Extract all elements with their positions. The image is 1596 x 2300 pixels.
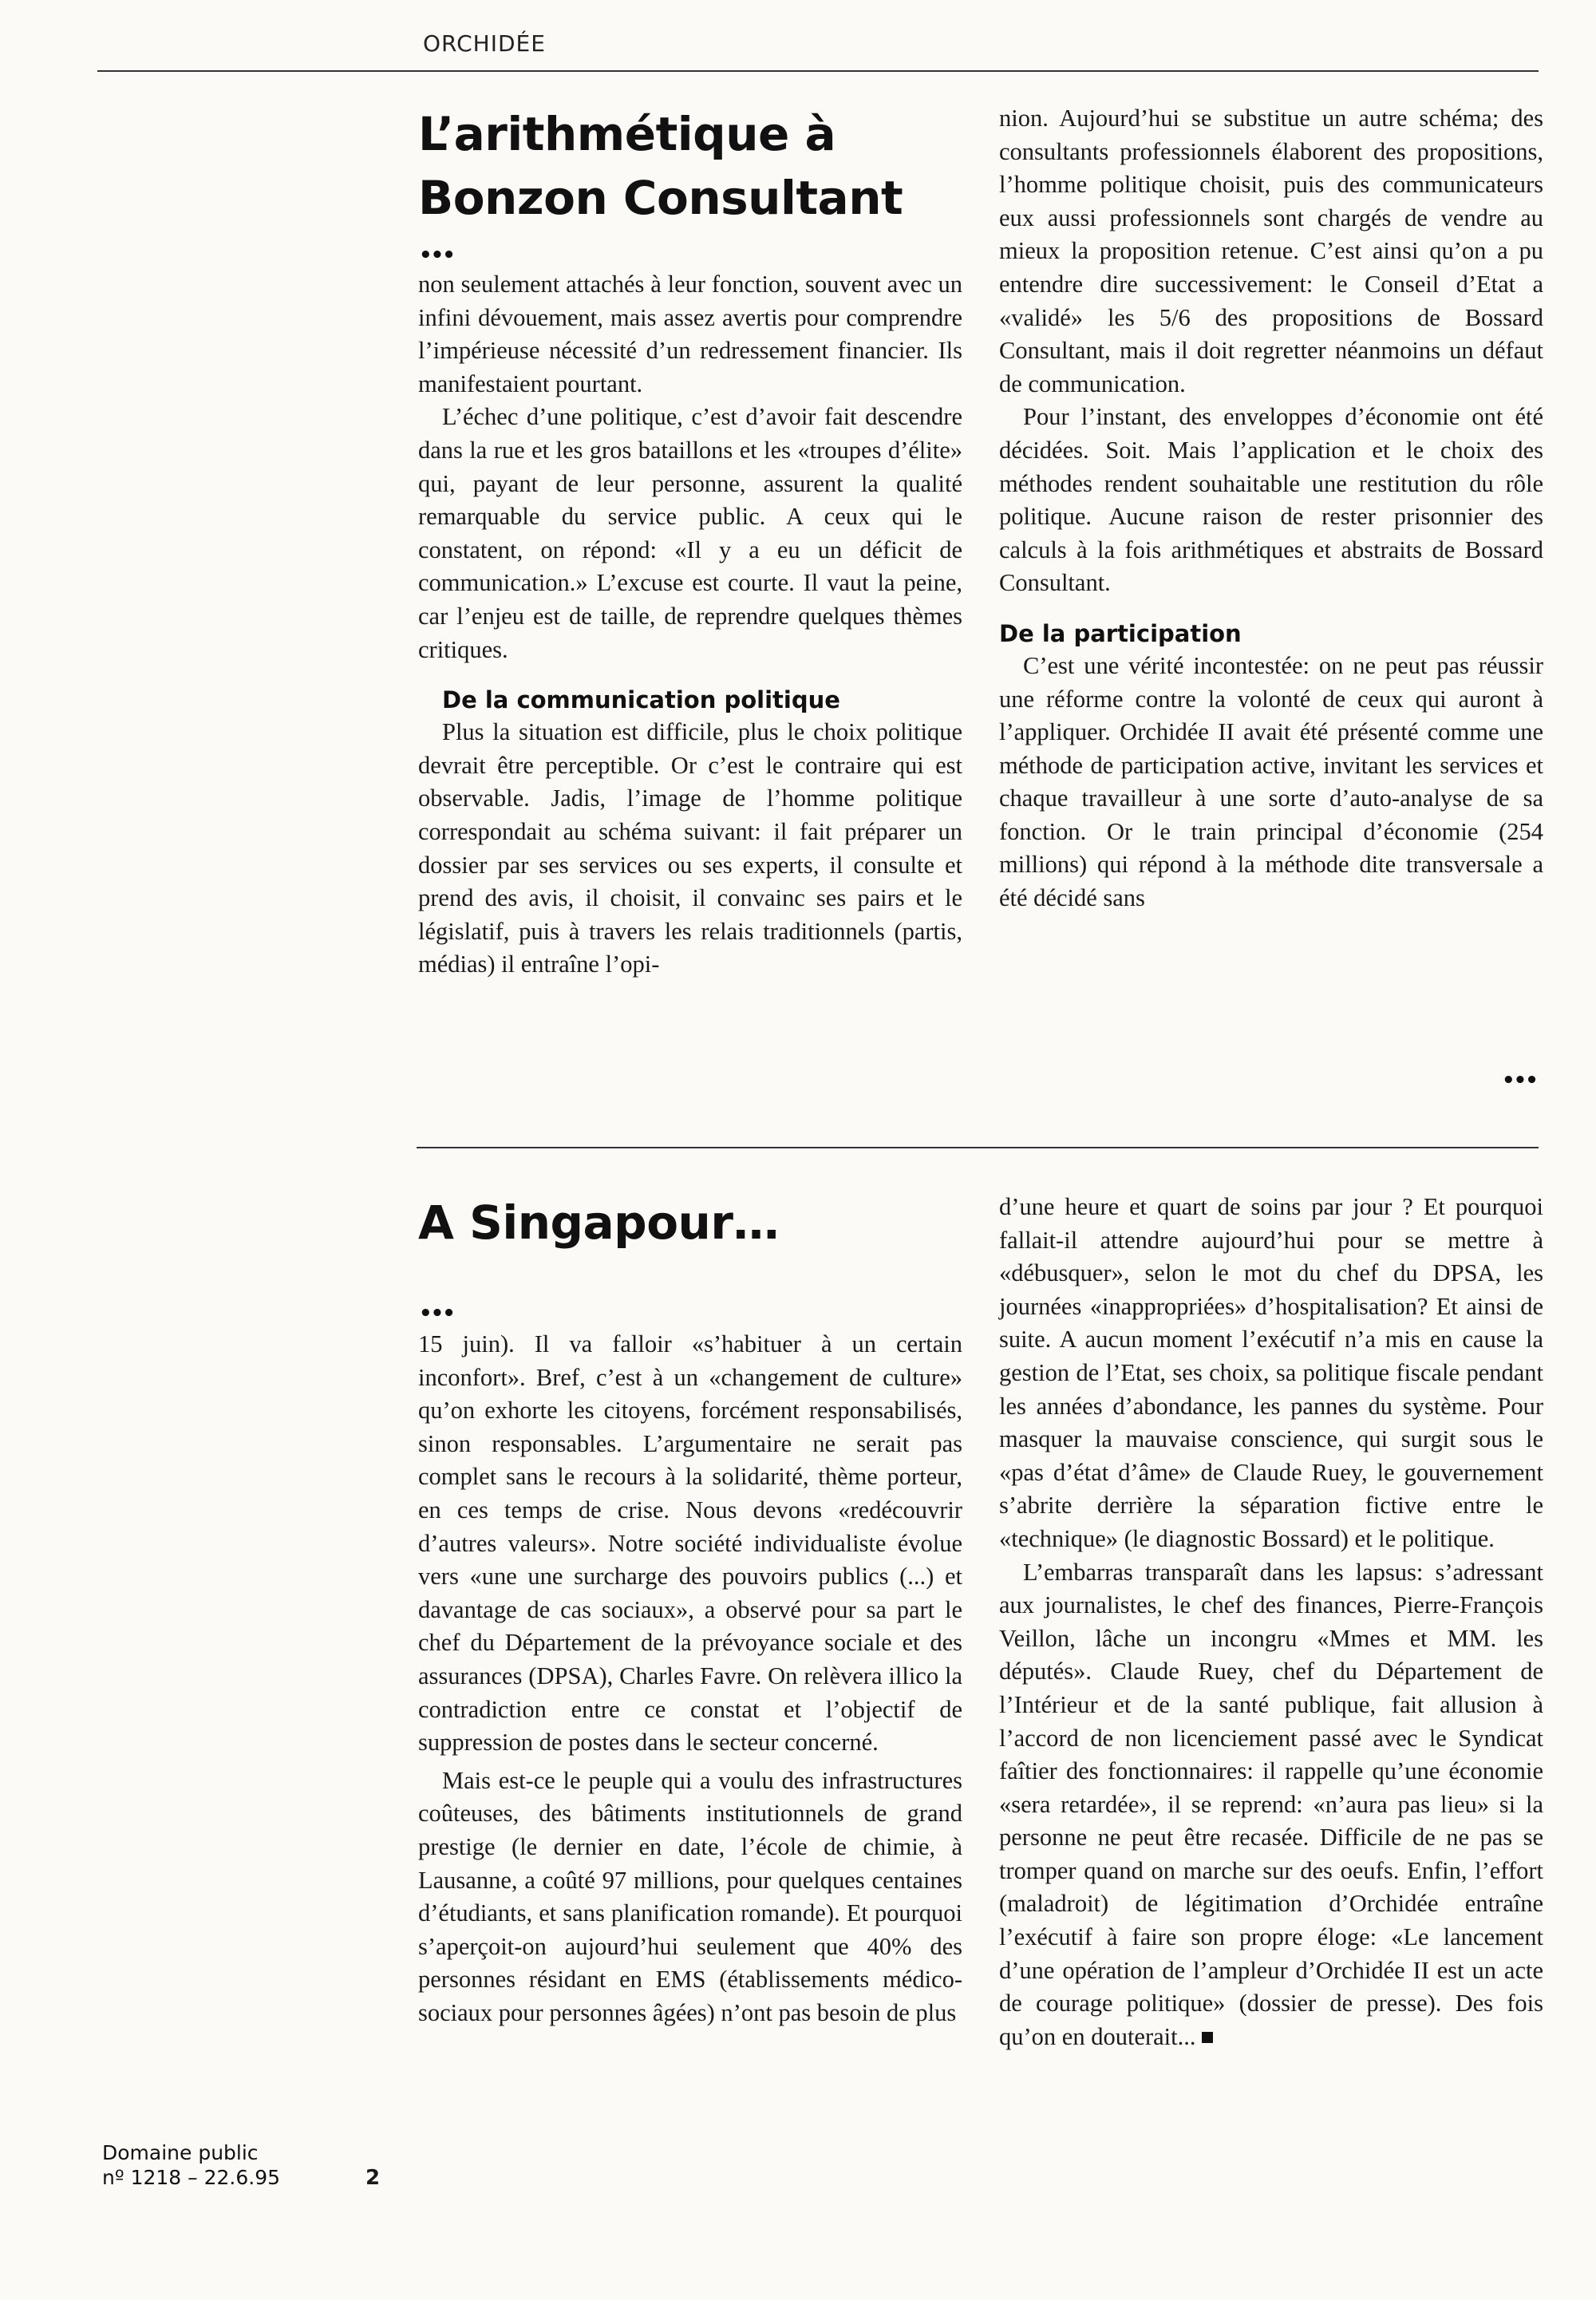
paragraph: 15 juin). Il va falloir «s’habituer à un certain inconfort». Bref, c’est à un «changement de culture» qu’on exhorte les citoyens, forcément responsabilisés, sinon responsables. L’argumentaire ne serait pas complet sans le recours à la solidarité, thème porteur, en ces temps de crise. Nous devons «redécouvrir d’autres valeurs». Notre société individualiste évolue vers «une une surcharge des pouvoirs publics (...) et davantage de cas sociaux», a observé pour sa part le chef du Département de la prévoyance sociale et des assurances (DPSA), Charles Favre. On relèvera illico la contradiction entre ce constat et l’objectif de suppression de postes dans le secteur concerné.: [418, 1330, 962, 1757]
continuation-bullets: •••: [419, 1302, 454, 1326]
article-separator-rule: [417, 1147, 1539, 1148]
paragraph: Plus la situation est difficile, plus le choix politique devrait être perceptible. Or c’est le contraire qui est observable. Jadis, l’image de l’homme politique correspondait au schéma suivant: il fait préparer un dossier par ses services ou ses experts, il consulte et prend des avis, il choisit, il convainc ses pairs et le législatif, puis à travers les relais traditionnels (partis, médias) il entraîne l’opi-: [418, 718, 962, 978]
continuation-bullets: •••: [419, 243, 454, 267]
paragraph: L’échec d’une politique, c’est d’avoir fait descendre dans la rue et les gros bataillons et les «troupes d’élite» qui, payant de leur personne, assurent la qualité remarquable du service public. A ceux qui le constatent, on répond: «Il y a eu un déficit de communication.» L’excuse est courte. Il vaut la peine, car l’enjeu est de taille, de reprendre quelques thèmes critiques.: [418, 403, 962, 663]
paragraph: d’une heure et quart de soins par jour ? Et pourquoi fallait-il attendre aujourd’hui pour se mettre à «débusquer», selon le mot du chef du DPSA, les journées «inappropriées» d’hospitalisation? Et ainsi de suite. A aucun moment l’exécutif n’a mis en cause la gestion de l’Etat, ses choix, sa politique fiscale pendant les années d’abondance, les pannes du système. Pour masquer la mauvaise conscience, qui surgit sous le «pas d’état d’âme» de Claude Ruey, le gouvernement s’abrite derrière la séparation fictive entre le «technique» (le diagnostic Bossard) et le politique.: [999, 1193, 1543, 1552]
section-rubric: ORCHIDÉE: [423, 30, 546, 57]
publication-footer: [102, 2140, 280, 2190]
article2-column2: [999, 1191, 1543, 2053]
paragraph: [999, 1556, 1543, 2054]
paragraph-text: L’embarras transparaît dans les lapsus: s’adressant aux journalistes, le chef des finances, Pierre-François Veillon, lâche un incongru «Mmes et MM. les députés». Claude Ruey, chef du Département de l’Intérieur et de la santé publique, fait allusion à l’accord de non licenciement passé avec le Syndicat faîtier des fonctionnaires: il rappelle qu’une économie «sera retardée», il se reprend: «n’aura pas lieu» si la personne ne peut être recasée. Difficile de ne pas se tromper quand on marche sur des oeufs. Enfin, l’effort (maladroit) de légitimation d’Orchidée entraîne l’exécutif à faire son propre éloge: «Le lancement d’une opération de l’ampleur d’Orchidée II est un acte de courage politique» (dossier de presse). Des fois qu’on en douterait...: [999, 1558, 1543, 2050]
paragraph: nion. Aujourd’hui se substitue un autre schéma; des consultants professionnels élaborent des propositions, l’homme politique choisit, puis des communicateurs eux aussi professionnels sont chargés de vendre au mieux la proposition retenue. C’est ainsi qu’on a pu entendre dire successivement: le Conseil d’Etat a «validé» les 5/6 des propositions de Bossard Consultant, mais il doit regretter néanmoins un défaut de communication.: [999, 105, 1543, 397]
paragraph: Pour l’instant, des enveloppes d’économie ont été décidées. Soit. Mais l’application et le choix des méthodes rendent souhaitable une restitution du rôle politique. Aucune raison de rester prisonnier des calculs à la fois arithmétiques et abstraits de Bossard Consultant.: [999, 403, 1543, 597]
subheading: De la communication politique: [442, 686, 840, 714]
end-of-article-mark: [1202, 2032, 1213, 2043]
paragraph: non seulement attachés à leur fonction, souvent avec un infini dévouement, mais assez avertis pour comprendre l’impérieuse nécessité d’un redressement financier. Ils manifestaient pourtant.: [418, 271, 962, 397]
article1-column1: [418, 268, 962, 982]
article1-title-line2: Bonzon Consultant: [418, 171, 903, 225]
article1-title: [418, 102, 903, 230]
article2-title: A Singapour…: [418, 1195, 779, 1250]
article1-column2: [999, 102, 1543, 1068]
article1-title-line1: L’arithmétique à: [418, 107, 836, 161]
page-number: 2: [365, 2166, 381, 2190]
publication-name: Domaine public: [102, 2141, 259, 2164]
issue-number-date: nº 1218 – 22.6.95: [102, 2166, 281, 2189]
paragraph: Mais est-ce le peuple qui a voulu des infrastructures coûteuses, des bâtiments institutionnels de grand prestige (le dernier en date, l’école de chimie, à Lausanne, a coûté 97 millions, pour quelques centaines d’étudiants, et sans planification romande). Et pourquoi s’aperçoit-on aujourd’hui seulement que 40% des personnes résidant en EMS (établissements médico-sociaux pour personnes âgées) n’ont pas besoin de plus: [418, 1766, 962, 2026]
article2-column1: [418, 1328, 962, 2029]
subheading: De la participation: [999, 619, 1242, 647]
paragraph: C’est une vérité incontestée: on ne peut pas réussir une réforme contre la volonté de ceux qui auront à l’appliquer. Orchidée II avait été présenté comme une méthode de participation active, invitant les services et chaque travailleur à une sorte d’auto-analyse de sa fonction. Or le train principal d’économie (254 millions) qui répond à la méthode dite transversale a été décidé sans: [999, 651, 1543, 912]
continued-bullets: •••: [1502, 1069, 1537, 1093]
top-rule: [97, 70, 1539, 72]
